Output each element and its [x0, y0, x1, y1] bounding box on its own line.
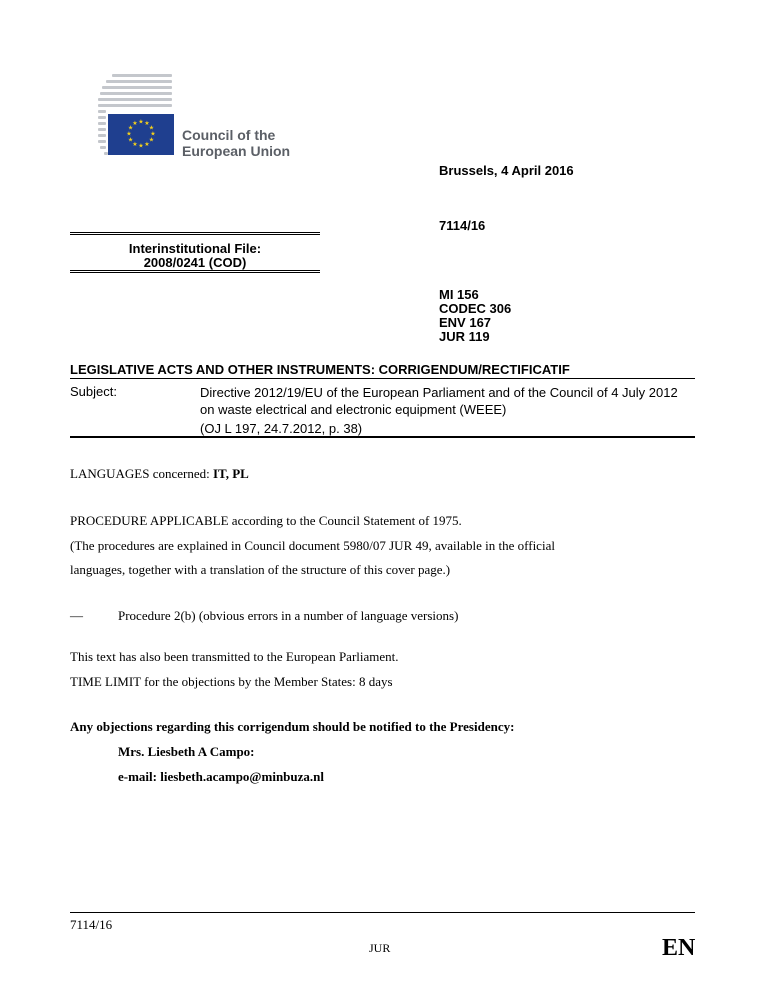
eu-stars — [108, 114, 174, 155]
code-line: ENV 167 — [439, 315, 492, 330]
languages-concerned — [70, 466, 249, 482]
svg-text:★: ★ — [138, 142, 144, 150]
procedure-item: Procedure 2(b) (obvious errors in a number of language versions) — [118, 608, 459, 623]
code-line: CODEC 306 — [439, 301, 512, 316]
footer-divider — [70, 912, 695, 913]
code-line: JUR 119 — [439, 329, 490, 344]
eu-flag-icon — [108, 114, 174, 155]
org-name-line2: European Union — [182, 143, 291, 159]
svg-text:★: ★ — [148, 136, 155, 144]
footer-language-code: EN — [662, 935, 696, 961]
objections-notice: Any objections regarding this corrigendum should be notified to the Presidency: — [70, 719, 515, 734]
contact-email[interactable]: e-mail: liesbeth.acampo@minbuza.nl — [118, 769, 325, 784]
document-type-heading: LEGISLATIVE ACTS AND OTHER INSTRUMENTS: CORRIGENDUM/RECTIFICATIF — [70, 362, 570, 377]
subject-divider — [70, 436, 695, 438]
procedure-dash: — — [70, 608, 83, 623]
languages-value: IT, PL — [212, 466, 249, 481]
svg-text:★: ★ — [132, 140, 138, 148]
council-logo — [98, 74, 313, 164]
interinstitutional-file-box — [70, 232, 320, 273]
svg-text:★: ★ — [144, 140, 150, 148]
contact-name: Mrs. Liesbeth A Campo: — [118, 744, 255, 759]
org-name-line1: Council of the — [182, 127, 276, 143]
subject-label: Subject: — [70, 384, 117, 399]
time-limit: TIME LIMIT for the objections by the Member States: 8 days — [70, 674, 393, 689]
code-line: MI 156 — [439, 287, 479, 302]
classification-codes — [439, 288, 511, 344]
oj-reference: (OJ L 197, 24.7.2012, p. 38) — [200, 421, 363, 436]
svg-text:★: ★ — [150, 130, 156, 138]
document-number: 7114/16 — [439, 218, 486, 233]
interinstitutional-file-number: 2008/0241 (COD) — [143, 255, 247, 270]
svg-text:★: ★ — [126, 130, 132, 138]
subject-text: Directive 2012/19/EU of the European Parliament and of the Council of 4 July 2012 on waste electrical and electronic equipment (WEEE) — [200, 385, 678, 417]
languages-label: LANGUAGES concerned: — [70, 466, 213, 481]
place-date: Brussels, 4 April 2016 — [439, 163, 574, 178]
transmitted-notice: This text has also been transmitted to the European Parliament. — [70, 649, 399, 664]
procedure-note-line1: (The procedures are explained in Council document 5980/07 JUR 49, available in the official — [70, 538, 555, 553]
interinstitutional-file-label: Interinstitutional File: — [128, 241, 262, 256]
heading-divider — [70, 378, 695, 379]
svg-text:★: ★ — [148, 124, 155, 132]
footer-department: JUR — [369, 941, 391, 955]
svg-text:★: ★ — [127, 136, 134, 144]
procedure-applicable: PROCEDURE APPLICABLE according to the Council Statement of 1975. — [70, 513, 462, 528]
svg-text:★: ★ — [127, 124, 134, 132]
svg-text:★: ★ — [144, 120, 150, 128]
footer-document-number: 7114/16 — [70, 917, 113, 932]
procedure-note-line2: languages, together with a translation of the structure of this cover page.) — [70, 562, 451, 577]
svg-text:★: ★ — [132, 120, 138, 128]
svg-text:★: ★ — [138, 118, 144, 126]
organization-name — [182, 127, 290, 159]
